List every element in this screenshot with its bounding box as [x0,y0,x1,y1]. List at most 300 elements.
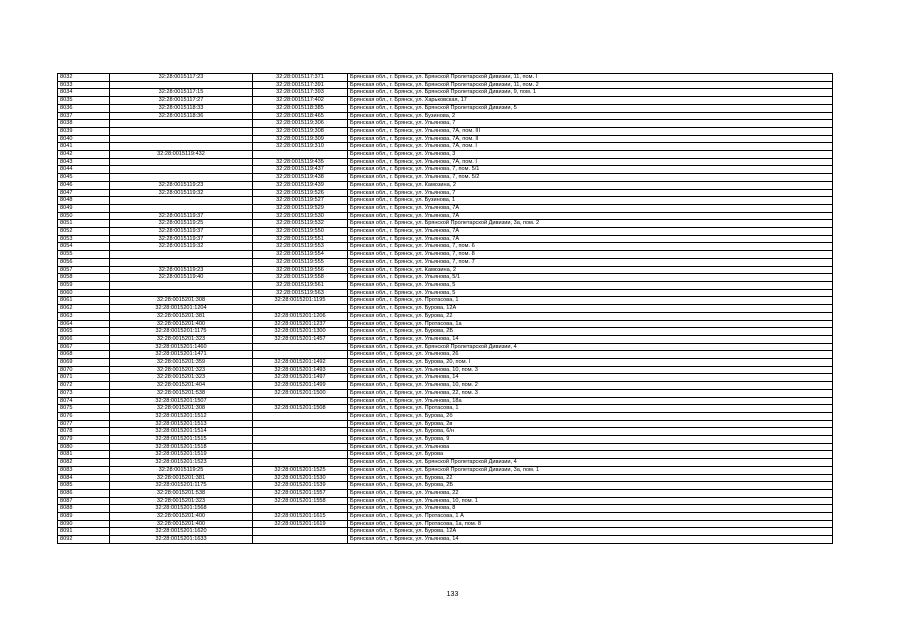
row-number-cell: 8091 [58,528,110,536]
address-cell: Брянская обл., г. Брянск, ул. Брянской Пролетарской Дивизии, 3а, пом. 1 [348,466,833,474]
row-number-cell: 8062 [58,305,110,313]
address-cell: Брянская обл., г. Брянск, ул. Ульянова, 7, пом. 6 [348,243,833,251]
object-cadastral-number-cell: 32:28:0015119:554 [253,251,348,259]
object-cadastral-number-cell: 32:28:0015119:527 [253,197,348,205]
row-number-cell: 8066 [58,335,110,343]
table-row [58,443,833,451]
address-cell: Брянская обл., г. Брянск, ул. Ульянова, 7 [348,120,833,128]
table-row [58,151,833,159]
address-cell: Брянская обл., г. Брянск, ул. Ульянова, 7А [348,212,833,220]
row-number-cell: 8044 [58,166,110,174]
cadastral-number-cell: 32:28:0015201:400 [110,513,253,521]
address-cell: Брянская обл., г. Брянск, ул. Ульянова, 7А, пом. III [348,127,833,135]
row-number-cell: 8049 [58,204,110,212]
row-number-cell: 8061 [58,297,110,305]
row-number-cell: 8064 [58,320,110,328]
address-cell: Брянская обл., г. Брянск, ул. Протасова, 1а [348,320,833,328]
table-row [58,289,833,297]
cadastral-number-cell: 32:28:0015201:323 [110,497,253,505]
cadastral-number-cell: 32:28:0015117:15 [110,89,253,97]
table-row [58,127,833,135]
address-cell: Брянская обл., г. Брянск, ул. Ульянова, 3 [348,151,833,159]
table-row [58,135,833,143]
cadastral-number-cell: 32:28:0015201:1471 [110,351,253,359]
cadastral-number-cell: 32:28:0015201:308 [110,405,253,413]
address-cell: Брянская обл., г. Брянск, ул. Бурова, 2Б [348,328,833,336]
cadastral-number-cell: 32:28:0015201:323 [110,335,253,343]
row-number-cell: 8041 [58,143,110,151]
table-row [58,459,833,467]
row-number-cell: 8089 [58,513,110,521]
address-cell: Брянская обл., г. Брянск, ул. Ульянова, 7А [348,204,833,212]
object-cadastral-number-cell [253,505,348,513]
row-number-cell: 8059 [58,281,110,289]
address-cell: Брянская обл., г. Брянск, ул. Ульянова, 10, пом. 1 [348,497,833,505]
table-row [58,120,833,128]
cadastral-number-cell: 32:28:0015201:381 [110,474,253,482]
address-cell: Брянская обл., г. Брянск, ул. Ульянова, 5 [348,289,833,297]
cadastral-number-cell: 32:28:0015201:538 [110,389,253,397]
object-cadastral-number-cell [253,397,348,405]
table-row [58,181,833,189]
object-cadastral-number-cell: 32:28:0015119:563 [253,289,348,297]
address-cell: Брянская обл., г. Брянск, ул. Ульянова, 5 [348,281,833,289]
row-number-cell: 8081 [58,451,110,459]
table-row [58,412,833,420]
table-row [58,505,833,513]
registry-table-body [58,74,833,544]
address-cell: Брянская обл., г. Брянск, ул. Ульянова, 10, пом. 2 [348,382,833,390]
table-row [58,251,833,259]
row-number-cell: 8074 [58,397,110,405]
object-cadastral-number-cell: 32:28:0015201:1499 [253,382,348,390]
row-number-cell: 8067 [58,343,110,351]
cadastral-number-cell [110,135,253,143]
address-cell: Брянская обл., г. Брянск, ул. Протасова, 1 А [348,513,833,521]
address-cell: Брянская обл., г. Брянск, ул. Бурова, 2б [348,412,833,420]
cadastral-number-cell: 32:28:0015119:37 [110,212,253,220]
object-cadastral-number-cell [253,451,348,459]
table-row [58,382,833,390]
cadastral-number-cell: 32:28:0015201:1568 [110,505,253,513]
table-row [58,420,833,428]
object-cadastral-number-cell: 32:28:0015119:306 [253,120,348,128]
object-cadastral-number-cell [253,436,348,444]
table-row [58,374,833,382]
table-row [58,143,833,151]
address-cell: Брянская обл., г. Брянск, ул. Ульянова, 8 [348,505,833,513]
address-cell: Брянская обл., г. Брянск, ул. Ульянова, 7, пом. 5/1 [348,166,833,174]
table-row [58,320,833,328]
row-number-cell: 8045 [58,174,110,182]
object-cadastral-number-cell: 32:28:0015117:371 [253,74,348,82]
address-cell: Брянская обл., г. Брянск, ул. Ульянова, 14 [348,374,833,382]
table-row [58,212,833,220]
row-number-cell: 8035 [58,97,110,105]
cadastral-number-cell: 32:28:0015201:1460 [110,343,253,351]
table-row [58,89,833,97]
cadastral-number-cell: 32:28:0015119:25 [110,466,253,474]
object-cadastral-number-cell: 32:28:0015119:551 [253,235,348,243]
table-row [58,520,833,528]
address-cell: Брянская обл., г. Брянск, ул. Брянской Пролетарской Дивизии, 11, пом. 2 [348,81,833,89]
cadastral-number-cell: 32:28:0015201:1204 [110,305,253,313]
cadastral-number-cell: 32:28:0015201:1515 [110,436,253,444]
cadastral-number-cell: 32:28:0015201:1519 [110,451,253,459]
object-cadastral-number-cell [253,412,348,420]
address-cell: Брянская обл., г. Брянск, ул. Ульянова, 7 [348,189,833,197]
address-cell: Брянская обл., г. Брянск, ул. Протасова, 1а, пом. 8 [348,520,833,528]
table-row [58,312,833,320]
address-cell: Брянская обл., г. Брянск, ул. Ульянова [348,443,833,451]
cadastral-number-cell: 32:28:0015119:40 [110,274,253,282]
object-cadastral-number-cell: 32:28:0015201:1195 [253,297,348,305]
address-cell: Брянская обл., г. Брянск, ул. Ульянова, 22, пом. 3 [348,389,833,397]
row-number-cell: 8042 [58,151,110,159]
object-cadastral-number-cell: 32:28:0015201:1500 [253,389,348,397]
object-cadastral-number-cell [253,420,348,428]
object-cadastral-number-cell [253,536,348,544]
object-cadastral-number-cell: 32:28:0015119:550 [253,228,348,236]
object-cadastral-number-cell: 32:28:0015201:1530 [253,474,348,482]
cadastral-number-cell [110,289,253,297]
cadastral-number-cell [110,127,253,135]
cadastral-number-cell: 32:28:0015119:23 [110,181,253,189]
table-row [58,513,833,521]
object-cadastral-number-cell: 32:28:0015201:1206 [253,312,348,320]
cadastral-number-cell: 32:28:0015201:308 [110,297,253,305]
object-cadastral-number-cell: 32:28:0015201:1497 [253,374,348,382]
object-cadastral-number-cell [253,459,348,467]
cadastral-number-cell: 32:28:0015201:323 [110,366,253,374]
table-row [58,174,833,182]
table-row [58,405,833,413]
table-row [58,351,833,359]
object-cadastral-number-cell: 32:28:0015119:435 [253,158,348,166]
cadastral-number-cell: 32:28:0015201:1513 [110,420,253,428]
object-cadastral-number-cell: 32:28:0015119:558 [253,274,348,282]
object-cadastral-number-cell: 32:28:0015201:1493 [253,366,348,374]
cadastral-number-cell: 32:28:0015118:36 [110,112,253,120]
cadastral-number-cell: 32:28:0015201:323 [110,374,253,382]
row-number-cell: 8063 [58,312,110,320]
object-cadastral-number-cell: 32:28:0015117:393 [253,89,348,97]
table-row [58,366,833,374]
table-row [58,189,833,197]
row-number-cell: 8085 [58,482,110,490]
row-number-cell: 8090 [58,520,110,528]
object-cadastral-number-cell [253,151,348,159]
object-cadastral-number-cell: 32:28:0015201:1457 [253,335,348,343]
table-row [58,436,833,444]
row-number-cell: 8072 [58,382,110,390]
object-cadastral-number-cell: 32:28:0015119:556 [253,266,348,274]
row-number-cell: 8069 [58,359,110,367]
table-row [58,166,833,174]
cadastral-number-cell: 32:28:0015201:1514 [110,428,253,436]
address-cell: Брянская обл., г. Брянск, ул. Ульянова, 14 [348,335,833,343]
address-cell: Брянская обл., г. Брянск, ул. Брянской Пролетарской Дивизии, 4 [348,459,833,467]
row-number-cell: 8071 [58,374,110,382]
address-cell: Брянская обл., г. Брянск, ул. Харьковская, 17 [348,97,833,105]
address-cell: Брянская обл., г. Брянск, ул. Ульянова, 10, пом. 3 [348,366,833,374]
object-cadastral-number-cell: 32:28:0015117:391 [253,81,348,89]
table-row [58,81,833,89]
address-cell: Брянская обл., г. Брянск, ул. Бузинова, 1 [348,197,833,205]
object-cadastral-number-cell [253,528,348,536]
row-number-cell: 8078 [58,428,110,436]
row-number-cell: 8054 [58,243,110,251]
address-cell: Брянская обл., г. Брянск, ул. Ульянова, 7А [348,228,833,236]
object-cadastral-number-cell: 32:28:0015201:1539 [253,482,348,490]
table-row [58,197,833,205]
object-cadastral-number-cell: 32:28:0015119:308 [253,127,348,135]
row-number-cell: 8036 [58,104,110,112]
object-cadastral-number-cell: 32:28:0015119:561 [253,281,348,289]
cadastral-number-cell [110,258,253,266]
row-number-cell: 8070 [58,366,110,374]
table-row [58,428,833,436]
row-number-cell: 8043 [58,158,110,166]
row-number-cell: 8034 [58,89,110,97]
table-row [58,489,833,497]
cadastral-number-cell: 32:28:0015201:1175 [110,482,253,490]
registry-table [57,73,833,544]
table-row [58,74,833,82]
row-number-cell: 8055 [58,251,110,259]
table-row [58,220,833,228]
object-cadastral-number-cell: 32:28:0015201:1237 [253,320,348,328]
table-row [58,228,833,236]
table-row [58,104,833,112]
table-row [58,243,833,251]
table-row [58,305,833,313]
row-number-cell: 8086 [58,489,110,497]
row-number-cell: 8080 [58,443,110,451]
address-cell: Брянская обл., г. Брянск, ул. Бурова, 12А [348,305,833,313]
row-number-cell: 8092 [58,536,110,544]
object-cadastral-number-cell [253,428,348,436]
table-row [58,536,833,544]
page-number: 133 [446,591,459,598]
table-row [58,281,833,289]
address-cell: Брянская обл., г. Брянск, ул. Ульянова, 7А, пом. II [348,135,833,143]
address-cell: Брянская обл., г. Брянск, ул. Ульянова, 7, пом. 5/2 [348,174,833,182]
address-cell: Брянская обл., г. Брянск, ул. Протасова, 1 [348,297,833,305]
cadastral-number-cell: 32:28:0015117:23 [110,74,253,82]
address-cell: Брянская обл., г. Брянск, ул. Ульянова, 26 [348,351,833,359]
address-cell: Брянская обл., г. Брянск, ул. Брянской Пролетарской Дивизии, 11, пом. I [348,74,833,82]
row-number-cell: 8037 [58,112,110,120]
cadastral-number-cell [110,251,253,259]
cadastral-number-cell: 32:28:0015201:1523 [110,459,253,467]
table-row [58,397,833,405]
cadastral-number-cell: 32:28:0015201:400 [110,320,253,328]
row-number-cell: 8083 [58,466,110,474]
object-cadastral-number-cell: 32:28:0015117:402 [253,97,348,105]
cadastral-number-cell: 32:28:0015201:400 [110,520,253,528]
object-cadastral-number-cell [253,351,348,359]
address-cell: Брянская обл., г. Брянск, ул. Бурова, 2в [348,420,833,428]
address-cell: Брянская обл., г. Брянск, ул. Брянской Пролетарской Дивизии, 3а, пом. 2 [348,220,833,228]
cadastral-number-cell: 32:28:0015119:432 [110,151,253,159]
table-row [58,359,833,367]
address-cell: Брянская обл., г. Брянск, ул. Бурова, 12А [348,528,833,536]
object-cadastral-number-cell: 32:28:0015119:310 [253,143,348,151]
address-cell: Брянская обл., г. Брянск, ул. Бурова, 20, пом. I [348,359,833,367]
address-cell: Брянская обл., г. Брянск, ул. Ульянова, 7А, пом. I [348,143,833,151]
table-row [58,112,833,120]
cadastral-number-cell: 32:28:0015119:25 [110,220,253,228]
address-cell: Брянская обл., г. Брянск, ул. Ульянова, 7А, пом. I [348,158,833,166]
row-number-cell: 8032 [58,74,110,82]
object-cadastral-number-cell: 32:28:0015119:309 [253,135,348,143]
table-row [58,235,833,243]
table-row [58,482,833,490]
address-cell: Брянская обл., г. Брянск, ул. Камозина, 2 [348,266,833,274]
object-cadastral-number-cell: 32:28:0015119:439 [253,181,348,189]
address-cell: Брянская обл., г. Брянск, ул. Камозина, 2 [348,181,833,189]
object-cadastral-number-cell: 32:28:0015119:529 [253,204,348,212]
address-cell: Брянская обл., г. Брянск, ул. Ульянова, 7, пом. 7 [348,258,833,266]
object-cadastral-number-cell: 32:28:0015201:1300 [253,328,348,336]
row-number-cell: 8053 [58,235,110,243]
object-cadastral-number-cell: 32:28:0015118:465 [253,112,348,120]
row-number-cell: 8058 [58,274,110,282]
row-number-cell: 8040 [58,135,110,143]
cadastral-number-cell [110,81,253,89]
cadastral-number-cell [110,166,253,174]
table-row [58,474,833,482]
object-cadastral-number-cell: 32:28:0015119:437 [253,166,348,174]
address-cell: Брянская обл., г. Брянск, ул. Брянской Пролетарской Дивизии, 9, пом. 1 [348,89,833,97]
table-row [58,343,833,351]
object-cadastral-number-cell: 32:28:0015201:1557 [253,489,348,497]
cadastral-number-cell: 32:28:0015119:32 [110,189,253,197]
object-cadastral-number-cell: 32:28:0015201:1619 [253,520,348,528]
cadastral-number-cell: 32:28:0015201:1633 [110,536,253,544]
cadastral-number-cell [110,120,253,128]
object-cadastral-number-cell: 32:28:0015201:1615 [253,513,348,521]
row-number-cell: 8057 [58,266,110,274]
row-number-cell: 8051 [58,220,110,228]
row-number-cell: 8084 [58,474,110,482]
row-number-cell: 8077 [58,420,110,428]
row-number-cell: 8052 [58,228,110,236]
table-row [58,389,833,397]
cadastral-number-cell: 32:28:0015119:32 [110,243,253,251]
object-cadastral-number-cell: 32:28:0015201:1492 [253,359,348,367]
cadastral-number-cell [110,174,253,182]
object-cadastral-number-cell [253,343,348,351]
row-number-cell: 8060 [58,289,110,297]
row-number-cell: 8039 [58,127,110,135]
object-cadastral-number-cell: 32:28:0015119:438 [253,174,348,182]
address-cell: Брянская обл., г. Брянск, ул. Брянской Пролетарской Дивизии, 5 [348,104,833,112]
address-cell: Брянская обл., г. Брянск, ул. Бурова, 2Б [348,482,833,490]
table-row [58,158,833,166]
cadastral-number-cell: 32:28:0015201:1512 [110,412,253,420]
row-number-cell: 8047 [58,189,110,197]
object-cadastral-number-cell: 32:28:0015201:1558 [253,497,348,505]
address-cell: Брянская обл., г. Брянск, ул. Ульянова, 7А [348,235,833,243]
cadastral-number-cell [110,143,253,151]
object-cadastral-number-cell: 32:28:0015201:1525 [253,466,348,474]
address-cell: Брянская обл., г. Брянск, ул. Бурова, 9 [348,436,833,444]
row-number-cell: 8068 [58,351,110,359]
cadastral-number-cell [110,158,253,166]
object-cadastral-number-cell: 32:28:0015201:1508 [253,405,348,413]
row-number-cell: 8038 [58,120,110,128]
object-cadastral-number-cell: 32:28:0015119:555 [253,258,348,266]
table-row [58,328,833,336]
address-cell: Брянская обл., г. Брянск, ул. Бурова [348,451,833,459]
row-number-cell: 8076 [58,412,110,420]
object-cadastral-number-cell: 32:28:0015119:526 [253,189,348,197]
cadastral-number-cell: 32:28:0015201:404 [110,382,253,390]
address-cell: Брянская обл., г. Брянск, ул. Бурова, 22 [348,474,833,482]
cadastral-number-cell [110,281,253,289]
row-number-cell: 8082 [58,459,110,467]
object-cadastral-number-cell: 32:28:0015119:530 [253,212,348,220]
address-cell: Брянская обл., г. Брянск, ул. Ульянова, 18а [348,397,833,405]
address-cell: Брянская обл., г. Брянск, ул. Бурова, 6/н [348,428,833,436]
row-number-cell: 8033 [58,81,110,89]
table-row [58,204,833,212]
cadastral-number-cell: 32:28:0015118:33 [110,104,253,112]
object-cadastral-number-cell [253,443,348,451]
table-row [58,466,833,474]
object-cadastral-number-cell: 32:28:0015119:553 [253,243,348,251]
address-cell: Брянская обл., г. Брянск, ул. Ульянова, 5/1 [348,274,833,282]
row-number-cell: 8048 [58,197,110,205]
object-cadastral-number-cell: 32:28:0015119:532 [253,220,348,228]
table-row [58,335,833,343]
row-number-cell: 8075 [58,405,110,413]
table-row [58,266,833,274]
row-number-cell: 8087 [58,497,110,505]
cadastral-number-cell: 32:28:0015201:359 [110,359,253,367]
table-row [58,297,833,305]
cadastral-number-cell [110,204,253,212]
cadastral-number-cell: 32:28:0015201:538 [110,489,253,497]
cadastral-number-cell: 32:28:0015201:1620 [110,528,253,536]
cadastral-number-cell: 32:28:0015119:37 [110,228,253,236]
row-number-cell: 8050 [58,212,110,220]
object-cadastral-number-cell: 32:28:0015118:385 [253,104,348,112]
cadastral-number-cell [110,197,253,205]
table-row [58,451,833,459]
address-cell: Брянская обл., г. Брянск, ул. Протасова, 1 [348,405,833,413]
row-number-cell: 8065 [58,328,110,336]
object-cadastral-number-cell [253,305,348,313]
address-cell: Брянская обл., г. Брянск, ул. Брянской Пролетарской Дивизии, 4 [348,343,833,351]
row-number-cell: 8073 [58,389,110,397]
address-cell: Брянская обл., г. Брянск, ул. Ульянова, 22 [348,489,833,497]
address-cell: Брянская обл., г. Брянск, ул. Ульянова, 14 [348,536,833,544]
cadastral-number-cell: 32:28:0015201:1507 [110,397,253,405]
cadastral-number-cell: 32:28:0015201:1175 [110,328,253,336]
address-cell: Брянская обл., г. Брянск, ул. Ульянова, 7, пом. 8 [348,251,833,259]
cadastral-number-cell: 32:28:0015201:381 [110,312,253,320]
row-number-cell: 8088 [58,505,110,513]
table-row [58,258,833,266]
cadastral-number-cell: 32:28:0015119:23 [110,266,253,274]
row-number-cell: 8046 [58,181,110,189]
table-row [58,497,833,505]
table-row [58,274,833,282]
cadastral-number-cell: 32:28:0015117:27 [110,97,253,105]
